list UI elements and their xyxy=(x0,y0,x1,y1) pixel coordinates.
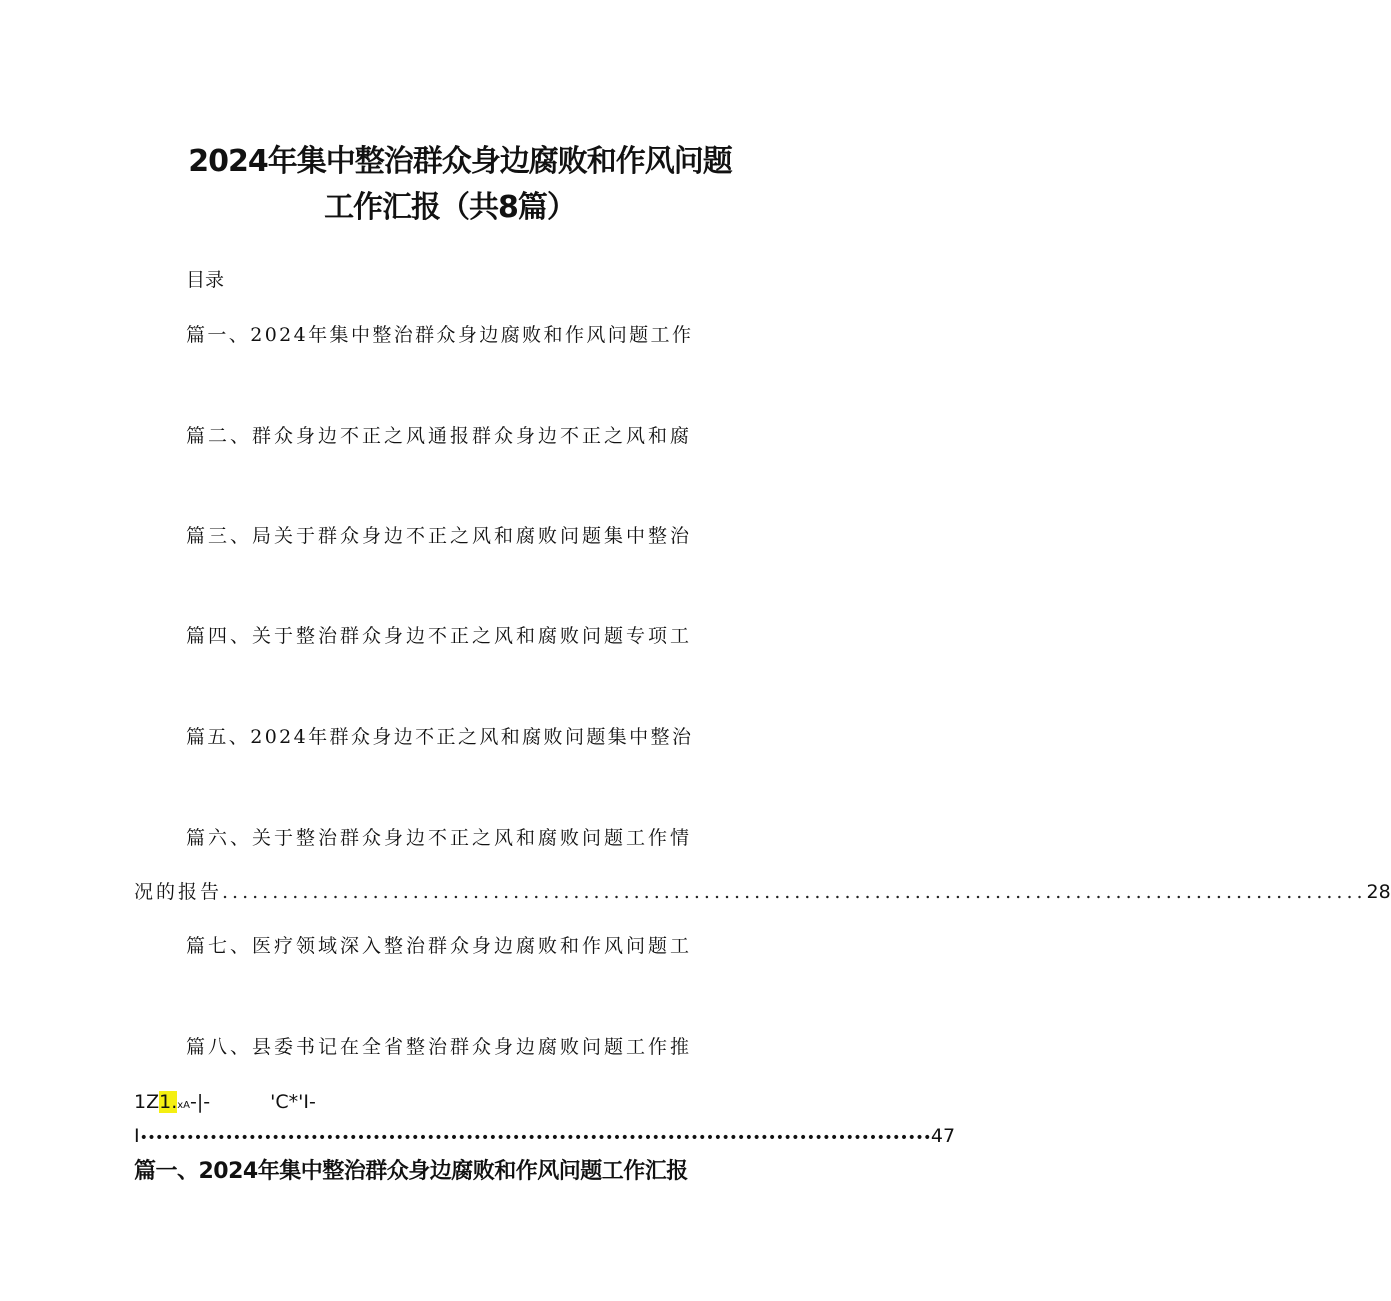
garbled-text-a: 1Z xyxy=(134,1091,160,1113)
toc-item-8[interactable]: 篇八、县委书记在全省整治群众身边腐败问题工作推 xyxy=(186,1036,693,1058)
garbled-text-c: 'C*'I- xyxy=(270,1091,316,1113)
toc-item-2[interactable]: 篇二、群众身边不正之风通报群众身边不正之风和腐 xyxy=(186,425,693,447)
document-title-line1: 2024年集中整治群众身边腐败和作风问题 xyxy=(188,144,732,179)
garbled-text-tiny: xA xyxy=(177,1100,191,1111)
toc-item-8-leader-line[interactable] xyxy=(134,1122,956,1152)
toc-label: 目录 xyxy=(186,269,225,291)
toc-item-6-continuation[interactable] xyxy=(134,878,1391,906)
toc-item-3[interactable]: 篇三、局关于群众身边不正之风和腐败问题集中整治 xyxy=(186,525,693,547)
toc-item-6[interactable]: 篇六、关于整治群众身边不正之风和腐败问题工作情 xyxy=(186,827,693,849)
toc-bullet-leader: •••••••••••••••••••••••••••••••••••••••••••••••••••••••••••••••••••••••••••••••••••••••••••••••••••••• xyxy=(139,1130,931,1146)
toc-item-5[interactable]: 篇五、2024年群众身边不正之风和腐败问题集中整治 xyxy=(186,726,694,748)
section-heading: 篇一、2024年集中整治群众身边腐败和作风问题工作汇报 xyxy=(134,1159,688,1184)
toc-item-6-cont-text: 况的报告 xyxy=(134,881,223,903)
toc-item-8-continuation xyxy=(134,1088,316,1120)
toc-item-8-page-number: 47 xyxy=(930,1125,956,1147)
garbled-text-b: -|- xyxy=(190,1091,211,1113)
toc-item-6-page-number: 28 xyxy=(1366,881,1391,903)
toc-dot-leader: .................................................................................................................. xyxy=(222,881,1367,903)
toc-item-8-lead: I xyxy=(134,1125,140,1147)
highlighted-text: 1. xyxy=(159,1091,178,1113)
toc-item-7[interactable]: 篇七、医疗领域深入整治群众身边腐败和作风问题工 xyxy=(186,935,693,957)
document-title-line2: 工作汇报（共8篇） xyxy=(324,190,576,225)
toc-item-1[interactable]: 篇一、2024年集中整治群众身边腐败和作风问题工作 xyxy=(186,324,694,346)
toc-item-4[interactable]: 篇四、关于整治群众身边不正之风和腐败问题专项工 xyxy=(186,625,693,647)
